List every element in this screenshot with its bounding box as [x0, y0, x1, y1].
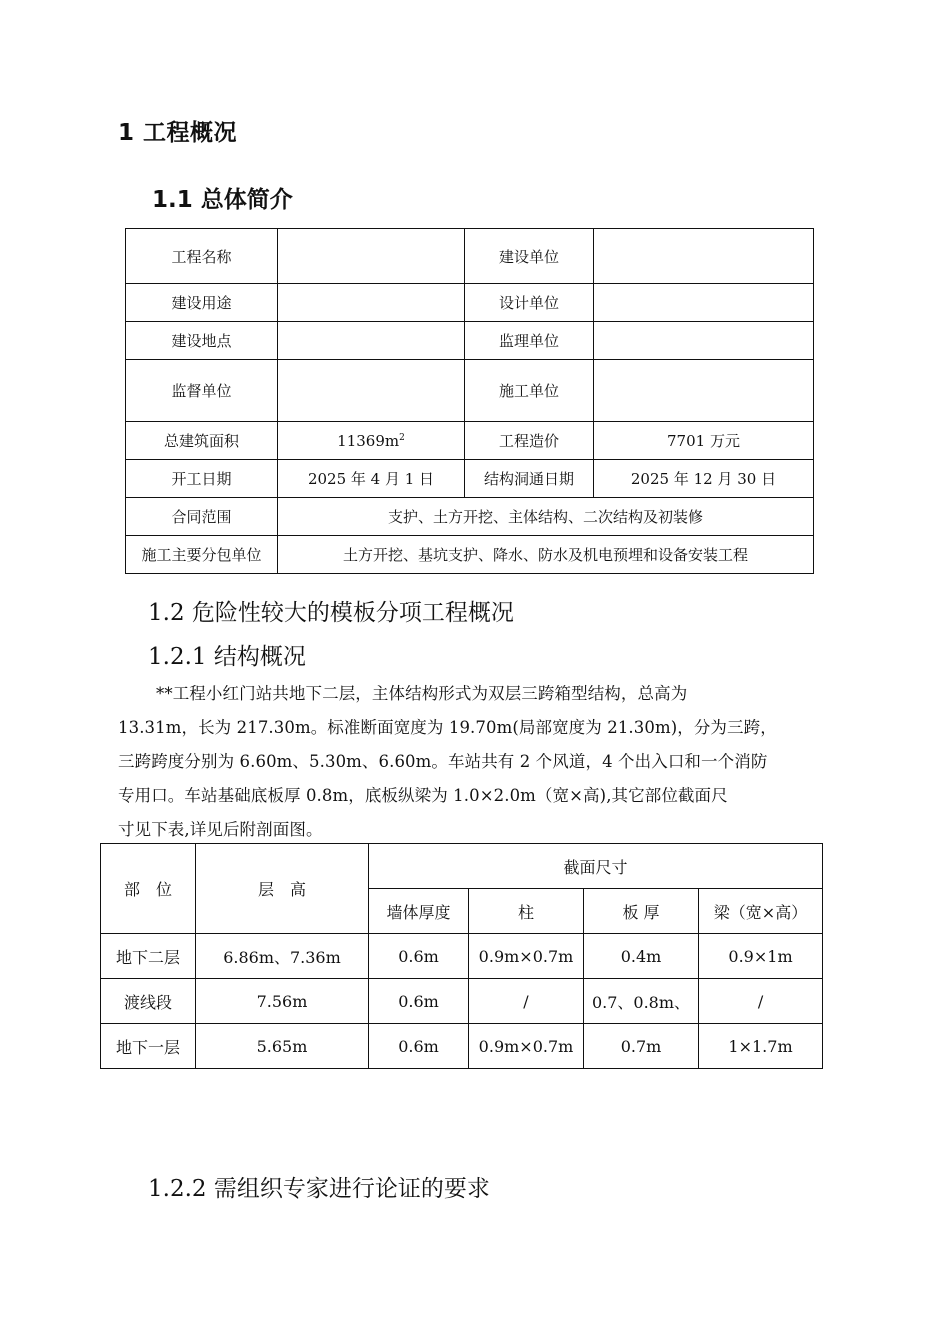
cell-height: 7.56m	[196, 979, 369, 1024]
table-row	[126, 536, 814, 574]
header-section-size: 截面尺寸	[369, 844, 823, 889]
cell-label: 施工单位	[465, 360, 594, 422]
cell-label: 建设地点	[126, 322, 278, 360]
cell-slab: 0.7m	[584, 1024, 699, 1069]
header-part: 部 位	[101, 844, 196, 934]
paragraph-line: **工程小红门站共地下二层，主体结构形式为双层三跨箱型结构，总高为	[156, 684, 688, 703]
cell-part: 渡线段	[101, 979, 196, 1024]
cell-value: 支护、土方开挖、主体结构、二次结构及初装修	[278, 498, 814, 536]
cell-column: 0.9m×0.7m	[469, 934, 584, 979]
cell-label: 工程名称	[126, 229, 278, 284]
section-heading-1: 1 工程概况	[118, 120, 238, 146]
section-heading-1-1: 1.1 总体简介	[152, 187, 293, 213]
structure-table	[100, 843, 823, 1069]
cell-slab: 0.7、0.8m、	[584, 979, 699, 1024]
table-row	[101, 934, 823, 979]
area-value: 11369m	[337, 431, 400, 450]
paragraph-line: 13.31m，长为 217.30m。标准断面宽度为 19.70m(局部宽度为 21.30m)，分为三跨，	[118, 718, 777, 737]
cell-label: 设计单位	[465, 284, 594, 322]
section-heading-1-2-2: 1.2.2 需组织专家进行论证的要求	[148, 1176, 490, 1202]
cell-value	[594, 360, 814, 422]
structure-paragraph	[118, 677, 824, 847]
cell-column: /	[469, 979, 584, 1024]
cell-label: 监督单位	[126, 360, 278, 422]
cell-value	[278, 284, 465, 322]
overview-table	[125, 228, 814, 574]
section-heading-1-2: 1.2 危险性较大的模板分项工程概况	[148, 600, 514, 626]
paragraph-line: 寸见下表,详见后附剖面图。	[118, 820, 323, 839]
cell-value	[278, 229, 465, 284]
section-heading-1-2-1: 1.2.1 结构概况	[148, 644, 306, 670]
cell-slab: 0.4m	[584, 934, 699, 979]
table-header-row	[101, 844, 823, 889]
cell-wall: 0.6m	[369, 1024, 469, 1069]
cell-value: 7701 万元	[594, 422, 814, 460]
cell-label: 开工日期	[126, 460, 278, 498]
cell-value: 土方开挖、基坑支护、降水、防水及机电预埋和设备安装工程	[278, 536, 814, 574]
cell-label: 施工主要分包单位	[126, 536, 278, 574]
header-wall: 墙体厚度	[369, 889, 469, 934]
cell-label: 建设单位	[465, 229, 594, 284]
header-height: 层 高	[196, 844, 369, 934]
cell-value	[594, 229, 814, 284]
cell-label: 监理单位	[465, 322, 594, 360]
cell-column: 0.9m×0.7m	[469, 1024, 584, 1069]
paragraph-line: 专用口。车站基础底板厚 0.8m，底板纵梁为 1.0×2.0m（宽×高),其它部位截面尺	[118, 786, 728, 805]
table-row	[126, 460, 814, 498]
cell-value	[594, 284, 814, 322]
cell-value	[278, 322, 465, 360]
cell-label: 总建筑面积	[126, 422, 278, 460]
cell-label: 结构洞通日期	[465, 460, 594, 498]
area-superscript: 2	[399, 432, 405, 443]
paragraph-line: 三跨跨度分别为 6.60m、5.30m、6.60m。车站共有 2 个风道，4 个出入口和一个消防	[118, 752, 768, 771]
cell-wall: 0.6m	[369, 934, 469, 979]
cell-beam: 0.9×1m	[699, 934, 823, 979]
cell-value	[278, 360, 465, 422]
table-row	[101, 1024, 823, 1069]
cell-label: 工程造价	[465, 422, 594, 460]
table-row	[126, 360, 814, 422]
cell-label: 合同范围	[126, 498, 278, 536]
cell-part: 地下一层	[101, 1024, 196, 1069]
table-row	[126, 322, 814, 360]
cell-beam: 1×1.7m	[699, 1024, 823, 1069]
cell-height: 5.65m	[196, 1024, 369, 1069]
table-row	[101, 979, 823, 1024]
cell-beam: /	[699, 979, 823, 1024]
table-row	[126, 284, 814, 322]
cell-value: 2025 年 4 月 1 日	[278, 460, 465, 498]
cell-value	[594, 322, 814, 360]
cell-value	[278, 422, 465, 460]
cell-wall: 0.6m	[369, 979, 469, 1024]
cell-value: 2025 年 12 月 30 日	[594, 460, 814, 498]
table-row	[126, 229, 814, 284]
cell-label: 建设用途	[126, 284, 278, 322]
header-column: 柱	[469, 889, 584, 934]
header-slab: 板 厚	[584, 889, 699, 934]
header-beam: 梁（宽×高）	[699, 889, 823, 934]
cell-height: 6.86m、7.36m	[196, 934, 369, 979]
table-row	[126, 498, 814, 536]
cell-part: 地下二层	[101, 934, 196, 979]
table-row	[126, 422, 814, 460]
